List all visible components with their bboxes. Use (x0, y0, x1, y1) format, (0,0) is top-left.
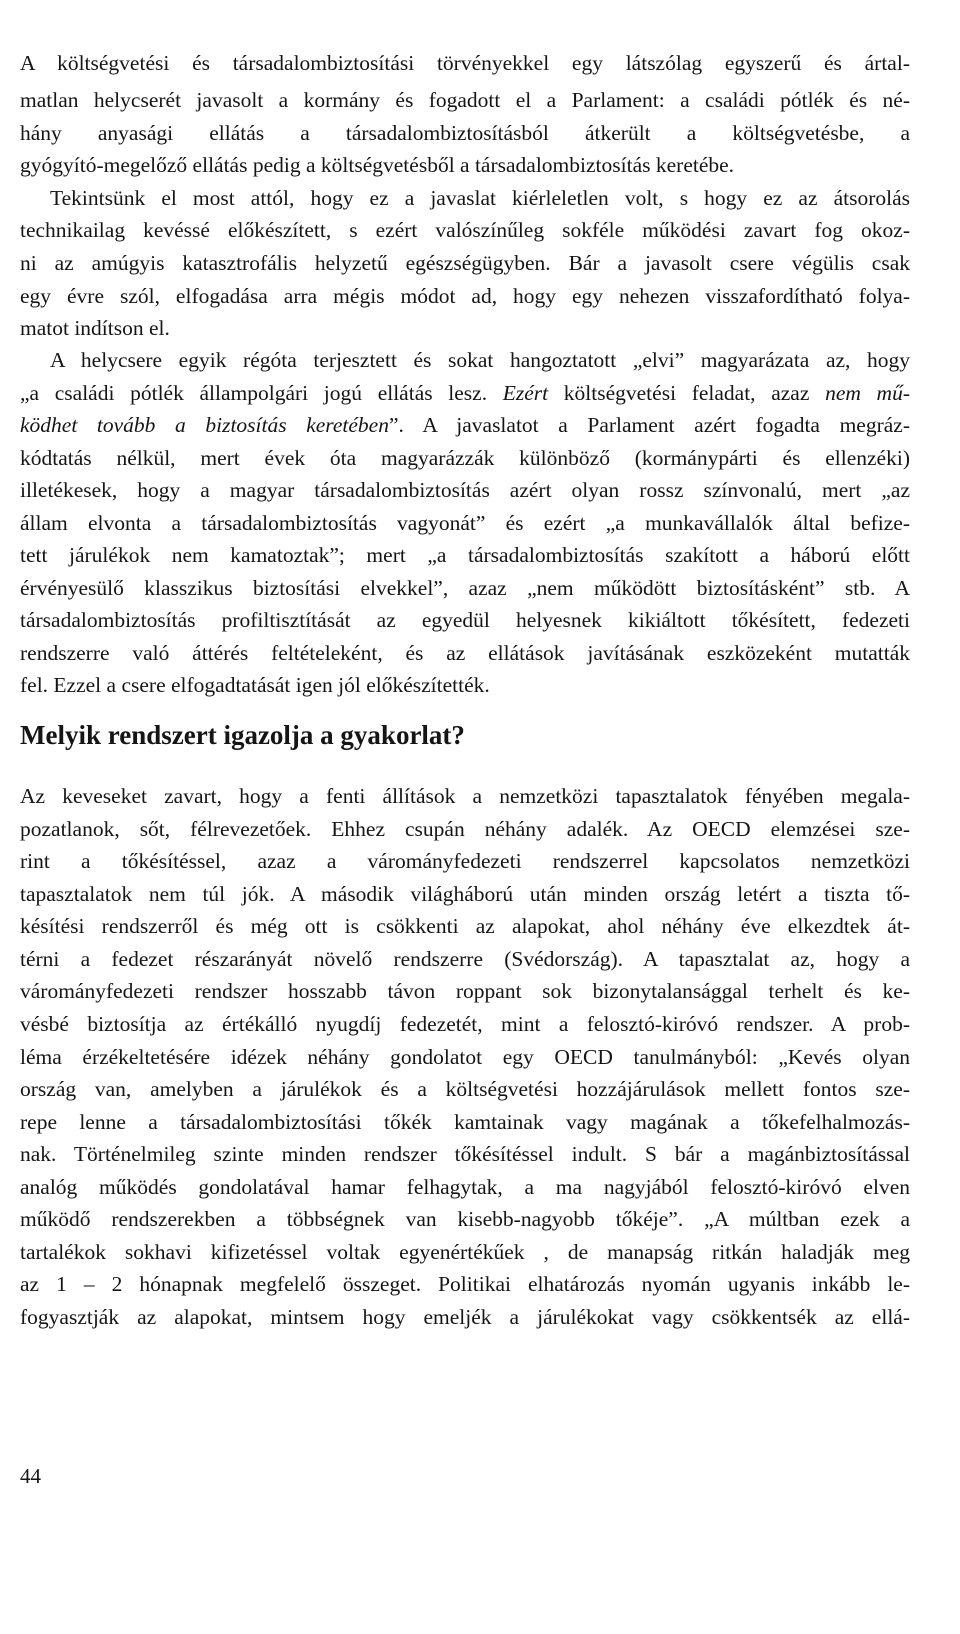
text-line: technikailag kevéssé előkészített, s ezért valószínűleg sokféle működési zavart fog okoz- (20, 218, 910, 242)
text-line (20, 410, 910, 440)
text-line: Az keveseket zavart, hogy a fenti állítások a nemzetközi tapasztalatok fényében megala- (20, 784, 910, 808)
text-line: ni az amúgyis katasztrofális helyzetű egészségügyben. Bár a javasolt csere végülis csak (20, 251, 910, 275)
text-line: működő rendszerekben a többségnek van kisebb-nagyobb tőkéje”. „A múltban ezek a (20, 1207, 910, 1231)
text-line: gyógyító-megelőző ellátás pedig a költségvetésből a társadalombiztosítás keretébe. (20, 153, 735, 177)
text-line: hány anyasági ellátás a társadalombiztosításból átkerült a költségvetésbe, a (20, 121, 910, 145)
text-line: A helycsere egyik régóta terjesztett és sokat hangoztatott „elvi” magyarázata az, hogy (50, 348, 910, 372)
text-line: léma érzékeltetésére idézek néhány gondolatot egy OECD tanulmányból: „Kevés olyan (20, 1045, 910, 1069)
text-line: rendszerre való áttérés feltételeként, és az ellátások javításának eszközeként mutatták (20, 641, 910, 665)
text-line: térni a fedezet részarányát növelő rendszerre (Svédország). A tapasztalat az, hogy a (20, 947, 910, 971)
text-line: matlan helycserét javasolt a kormány és fogadott el a Parlament: a családi pótlék és né- (20, 88, 910, 112)
italic-span: nem mű- (825, 381, 910, 405)
text-line: A költségvetési és társadalombiztosítási törvényekkel egy látszólag egyszerű és ártal- (20, 51, 910, 75)
text-line: nak. Történelmileg szinte minden rendszer tőkésítéssel indult. S bár a magánbiztosítással (20, 1142, 910, 1166)
text-line: tett járulékok nem kamatoztak”; mert „a társadalombiztosítás szakított a háború előtt (20, 543, 910, 567)
text-span: költségvetési feladat, azaz (548, 381, 826, 405)
text-line: ország van, amelyben a járulékok és a költségvetési hozzájárulások mellett fontos sze- (20, 1077, 910, 1101)
text-line: az 1 – 2 hónapnak megfelelő összeget. Politikai elhatározás nyomán ugyanis inkább le- (20, 1272, 910, 1296)
text-line: vésbé biztosítja az értékálló nyugdíj fedezetét, mint a felosztó-kiróvó rendszer. A prob- (20, 1012, 910, 1036)
text-line: egy évre szól, elfogadása arra mégis módot ad, hogy egy nehezen visszafordítható folya- (20, 284, 910, 308)
text-line: fel. Ezzel a csere elfogadtatását igen jól előkészítették. (20, 673, 490, 697)
text-line: késítési rendszerről és még ott is csökkenti az alapokat, ahol néhány éve elkezdtek át- (20, 914, 910, 938)
section-heading: Melyik rendszert igazolja a gyakorlat? (20, 720, 465, 750)
text-span: „a családi pótlék állampolgári jogú ellátás lesz. (20, 381, 503, 405)
text-line (20, 378, 910, 408)
italic-span: ködhet tovább a biztosítás keretében (20, 413, 389, 437)
text-line: tapasztalatok nem túl jók. A második világháború után minden ország letért a tiszta tő- (20, 882, 910, 906)
text-line: várományfedezeti rendszer hosszabb távon roppant sok bizonytalansággal terhelt és ke- (20, 979, 910, 1003)
text-line: társadalombiztosítás profiltisztítását az egyedül helyesnek kikiáltott tőkésített, fedezeti (20, 608, 910, 632)
italic-span: Ezért (502, 381, 549, 405)
text-line: analóg működés gondolatával hamar felhagytak, a ma nagyjából felosztó-kiróvó elven (20, 1175, 910, 1199)
page-number: 44 (20, 1464, 41, 1488)
text-line: állam elvonta a társadalombiztosítás vagyonát” és ezért „a munkavállalók által befize- (20, 511, 910, 535)
text-line: repe lenne a társadalombiztosítási tőkék kamtainak vagy magának a tőkefelhalmozás- (20, 1110, 910, 1134)
text-line: rint a tőkésítéssel, azaz a várományfedezeti rendszerrel kapcsolatos nemzetközi (20, 849, 910, 873)
text-line: érvényesülő klasszikus biztosítási elvekkel”, azaz „nem működött biztosításként” stb. A (20, 576, 910, 600)
text-line: tartalékok sokhavi kifizetéssel voltak egyenértékűek , de manapság ritkán haladják meg (20, 1240, 910, 1264)
text-line: kódtatás nélkül, mert évek óta magyarázzák különböző (kormánypárti és ellenzéki) (20, 446, 910, 470)
text-span: ”. A javaslatot a Parlament azért fogadta megráz- (388, 413, 910, 437)
text-line: illetékesek, hogy a magyar társadalombiztosítás azért olyan rossz színvonalú, mert „az (20, 478, 910, 502)
text-line: matot indítson el. (20, 316, 170, 340)
text-line: Tekintsünk el most attól, hogy ez a javaslat kiérleletlen volt, s hogy ez az átsorolás (50, 186, 910, 210)
text-line: pozatlanok, sőt, félrevezetőek. Ehhez csupán néhány adalék. Az OECD elemzései sze- (20, 817, 910, 841)
text-line: fogyasztják az alapokat, mintsem hogy emeljék a járulékokat vagy csökkentsék az ellá- (20, 1305, 910, 1329)
